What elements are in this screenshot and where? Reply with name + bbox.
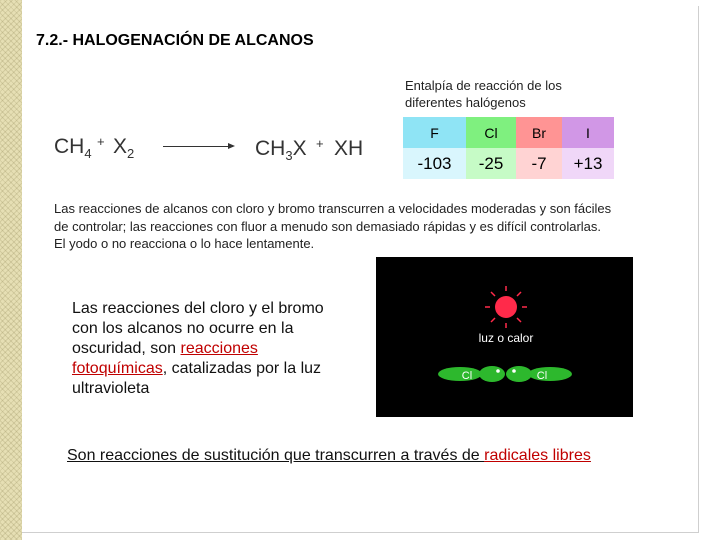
- header-cl: Cl: [466, 117, 516, 148]
- link-radicales-libres[interactable]: radicales libres: [484, 447, 591, 464]
- equation-reactant-halogen: [113, 135, 134, 161]
- header-i: I: [562, 117, 614, 148]
- equation-product-acid: XH: [334, 137, 364, 160]
- sun-icon: [485, 286, 527, 328]
- figure-label: luz o calor: [478, 331, 534, 345]
- intro-paragraph: Las reacciones de alcanos con cloro y bromo transcurren a velocidades moderadas y son fáciles de controlar; las reacciones con fluor a menudo son demasiado rápidas y es difícil controlarlas. El yodo o no reacciona o lo hace lentamente.: [54, 201, 612, 251]
- equation-reactant-methane: [54, 135, 92, 161]
- equation-x2-text: X: [292, 137, 307, 160]
- table-header-row: [403, 117, 614, 148]
- equation-x-text: X: [113, 135, 128, 158]
- header-f: F: [403, 117, 466, 148]
- table-caption: Entalpía de reacción de los diferentes halógenos: [405, 78, 562, 110]
- enthalpy-table: [403, 117, 614, 179]
- equation-sub-3: 3: [285, 148, 293, 164]
- equation-product-halide: [255, 137, 307, 163]
- paragraph2-text-after: , catalizadas por la luz ultravioleta: [72, 360, 322, 397]
- cl2-molecule-icon: [438, 366, 572, 382]
- photochemistry-paragraph: [72, 299, 336, 399]
- table-value-row: [403, 148, 614, 179]
- equation-sub-4: 4: [84, 146, 92, 162]
- bottom-text-before: Son reacciones de sustitución que transcurren a través de: [67, 447, 485, 464]
- atom-right-label: Cl: [536, 370, 548, 382]
- bottom-statement: [67, 447, 591, 465]
- page-title: 7.2.- HALOGENACIÓN DE ALCANOS: [36, 32, 314, 49]
- value-i: +13: [562, 148, 614, 179]
- reaction-arrow-icon: [163, 146, 233, 147]
- paragraph2-text-before: Las reacciones del cloro y el bromo con los alcanos no ocurre en la oscuridad, son: [72, 300, 324, 357]
- photochemistry-figure: [376, 257, 633, 417]
- link-reacciones-fotoquimicas[interactable]: reacciones fotoquímicas: [72, 340, 258, 377]
- value-cl: -25: [466, 148, 516, 179]
- equation-sub-2: 2: [127, 146, 135, 162]
- atom-left-label: Cl: [461, 370, 473, 382]
- equation-ch-text: CH: [54, 135, 85, 158]
- value-br: -7: [516, 148, 562, 179]
- decorative-sidebar: [0, 0, 22, 540]
- equation-plus-2: +: [316, 136, 324, 151]
- equation-ch3-text: CH: [255, 137, 286, 160]
- equation-plus-1: +: [97, 134, 105, 149]
- value-f: -103: [403, 148, 466, 179]
- figure-graphic: [376, 257, 633, 417]
- header-br: Br: [516, 117, 562, 148]
